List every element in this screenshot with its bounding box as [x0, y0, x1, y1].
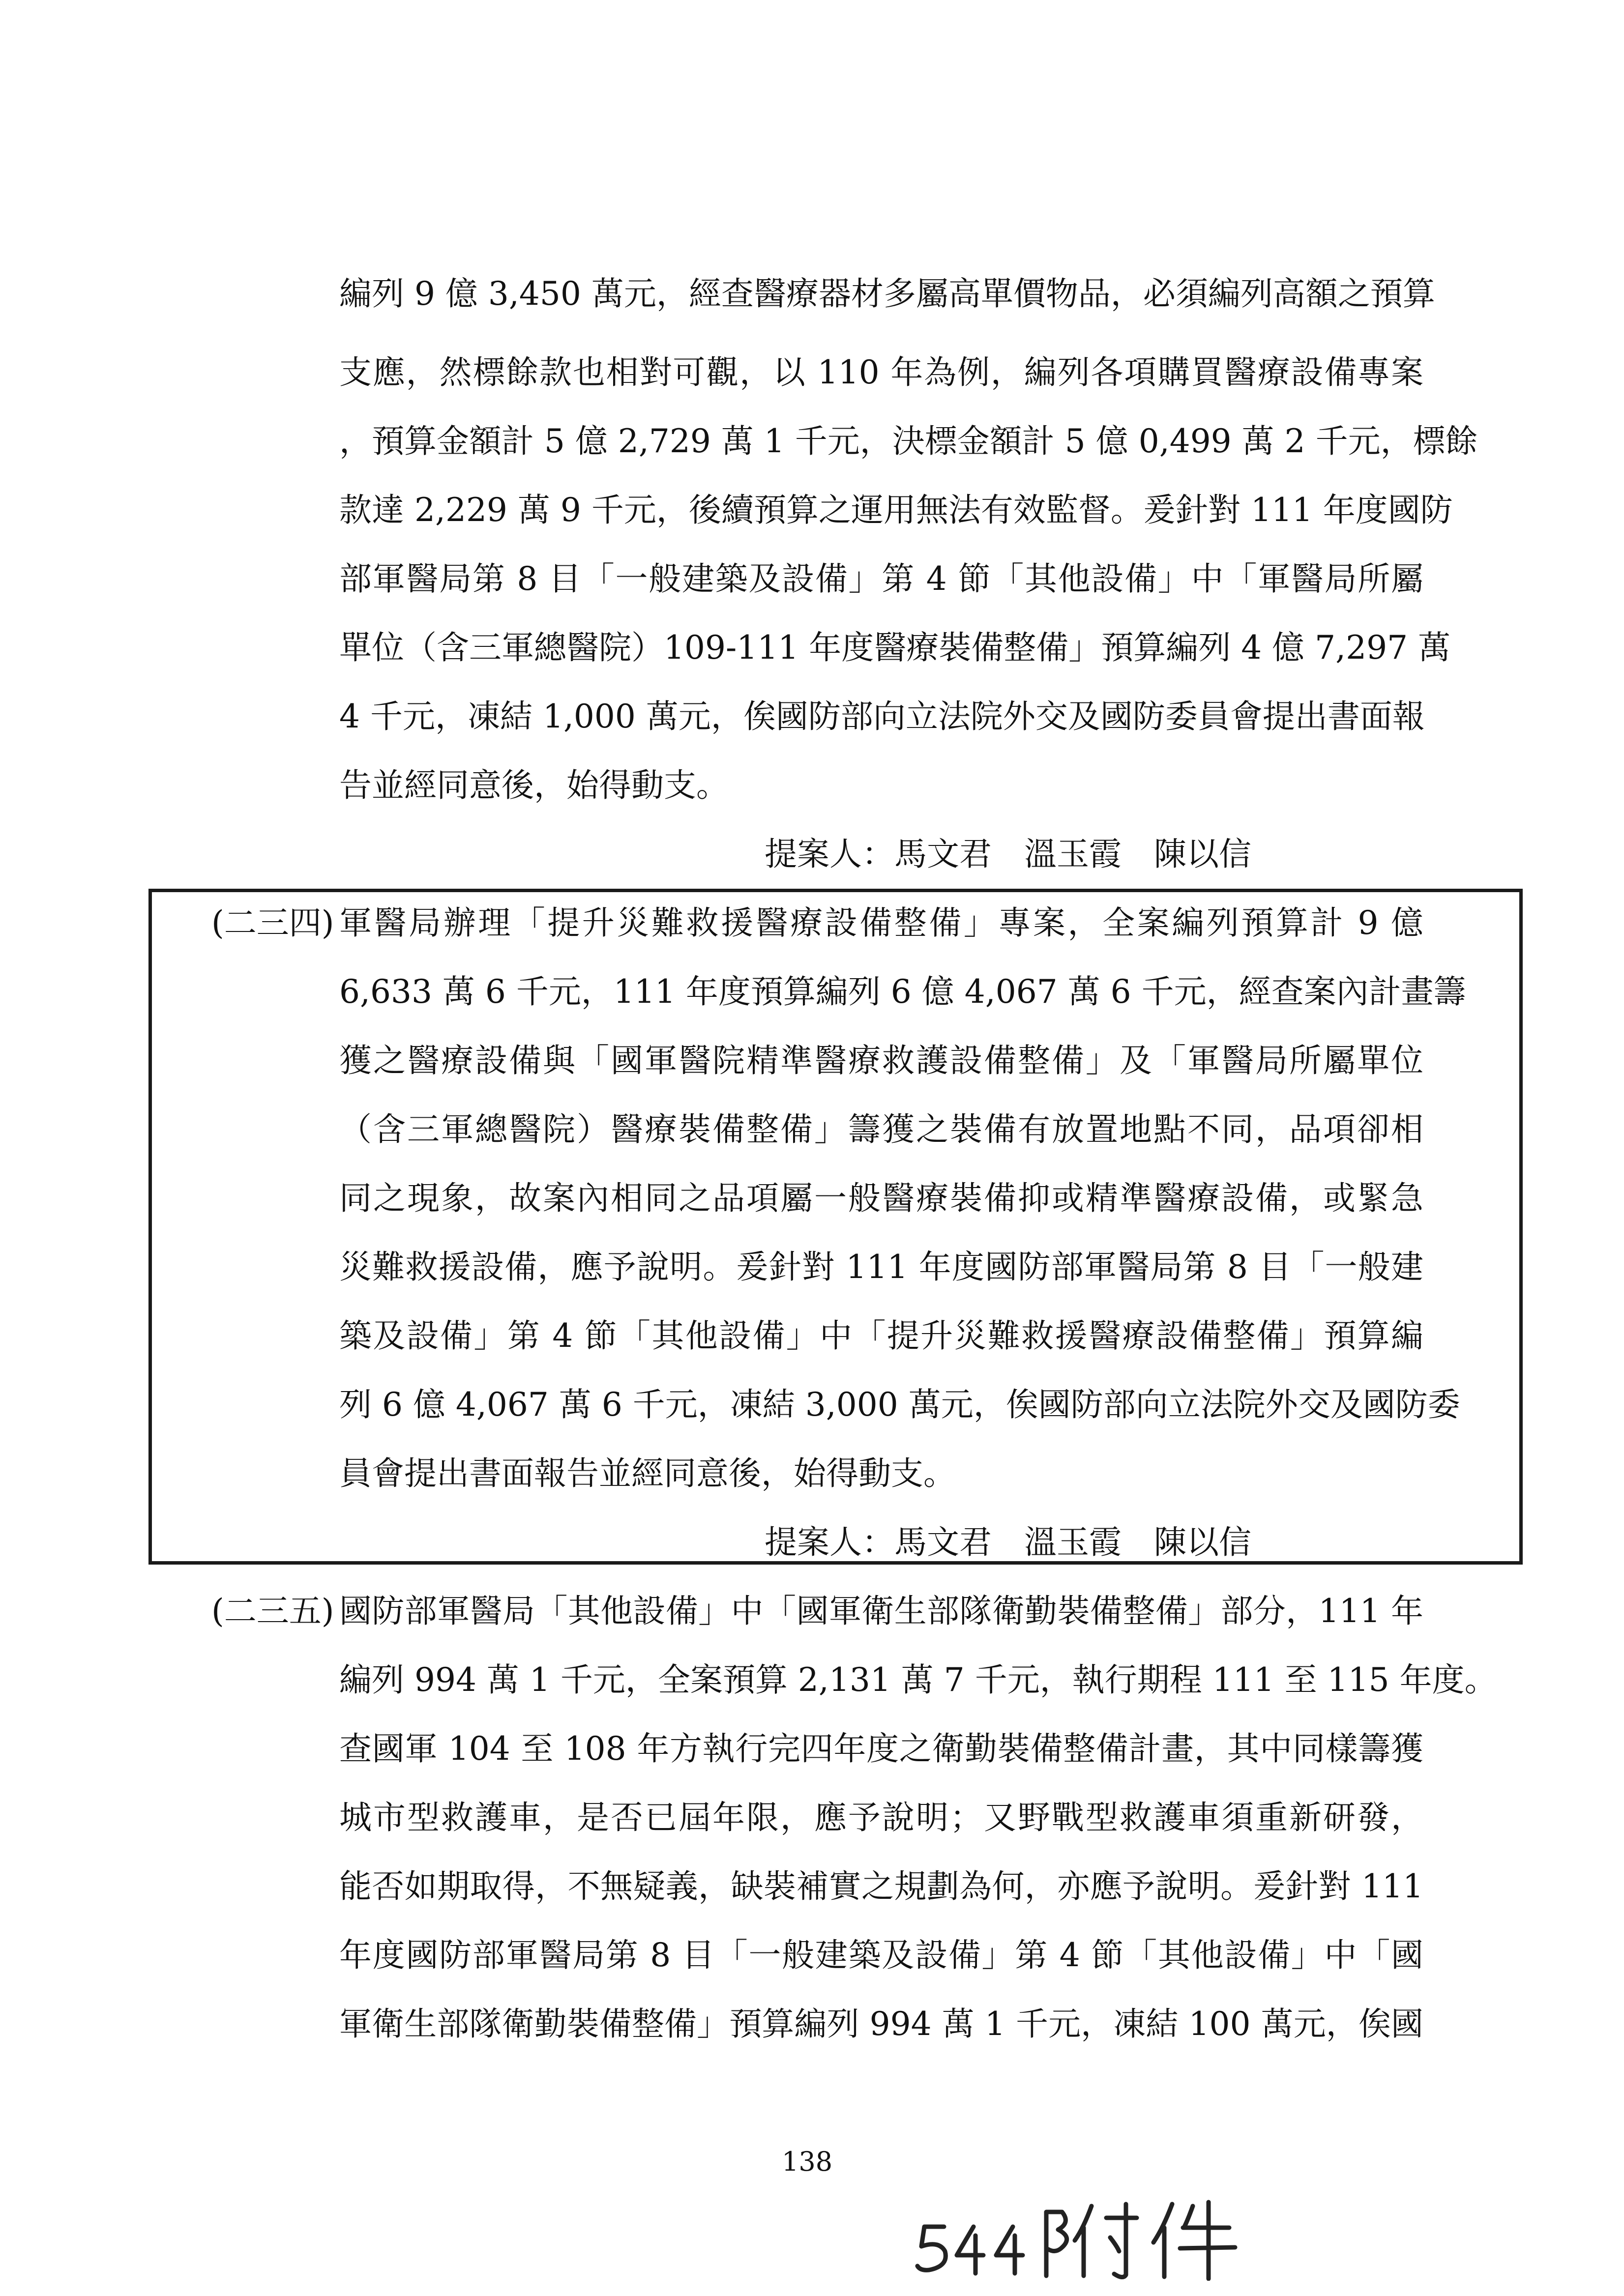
text-line: 單位（含三軍總醫院）109-111 年度醫療裝備整備」預算編列 4 億 7,297 萬 — [339, 629, 1451, 667]
text-line: 告並經同意後，始得動支。 — [339, 766, 729, 804]
text-line: （含三軍總醫院）醫療裝備整備」籌獲之裝備有放置地點不同，品項卻相 — [339, 1110, 1423, 1148]
text-line: 編列 9 億 3,450 萬元，經查醫療器材多屬高單價物品，必須編列高額之預算 — [339, 275, 1435, 313]
item-number: (二三四) — [211, 904, 334, 942]
text-line: 6,633 萬 6 千元，111 年度預算編列 6 億 4,067 萬 6 千元，經查案內計畫籌 — [339, 973, 1466, 1011]
text-line: 支應，然標餘款也相對可觀，以 110 年為例，編列各項購買醫療設備專案 — [339, 353, 1423, 391]
text-line: 築及設備」第 4 節「其他設備」中「提升災難救援醫療設備整備」預算編 — [339, 1317, 1423, 1355]
text-line: 城市型救護車，是否已屆年限，應予說明；又野戰型救護車須重新研發， — [339, 1799, 1423, 1836]
page-number: 138 — [782, 2146, 833, 2177]
text-line: 軍衛生部隊衛勤裝備整備」預算編列 994 萬 1 千元，凍結 100 萬元，俟國 — [339, 2005, 1423, 2043]
text-line: 員會提出書面報告並經同意後，始得動支。 — [339, 1454, 956, 1492]
proposer-line: 提案人：馬文君 溫玉霞 陳以信 — [765, 1523, 1251, 1561]
text-line: 部軍醫局第 8 目「一般建築及設備」第 4 節「其他設備」中「軍醫局所屬 — [339, 560, 1423, 598]
text-line: ，預算金額計 5 億 2,729 萬 1 千元，決標金額計 5 億 0,499 萬 2 千元，標餘 — [339, 422, 1478, 460]
text-line: 災難救援設備，應予說明。爰針對 111 年度國防部軍醫局第 8 目「一般建 — [339, 1248, 1423, 1286]
text-line: 同之現象，故案內相同之品項屬一般醫療裝備抑或精準醫療設備，或緊急 — [339, 1179, 1423, 1217]
text-line: 獲之醫療設備與「國軍醫院精準醫療救護設備整備」及「軍醫局所屬單位 — [339, 1042, 1423, 1079]
text-line: 4 千元，凍結 1,000 萬元，俟國防部向立法院外交及國防委員會提出書面報 — [339, 698, 1425, 735]
text-line: 軍醫局辦理「提升災難救援醫療設備整備」專案，全案編列預算計 9 億 — [339, 904, 1423, 942]
handwritten-annotation — [915, 2197, 1259, 2281]
text-line: 國防部軍醫局「其他設備」中「國軍衛生部隊衛勤裝備整備」部分，111 年 — [339, 1592, 1423, 1630]
text-line: 年度國防部軍醫局第 8 目「一般建築及設備」第 4 節「其他設備」中「國 — [339, 1936, 1423, 1974]
text-line: 列 6 億 4,067 萬 6 千元，凍結 3,000 萬元，俟國防部向立法院外交及國防委 — [339, 1386, 1460, 1424]
text-line: 款達 2,229 萬 9 千元，後續預算之運用無法有效監督。爰針對 111 年度國防 — [339, 491, 1453, 529]
text-line: 編列 994 萬 1 千元，全案預算 2,131 萬 7 千元，執行期程 111 至 115 年度。 — [339, 1661, 1497, 1699]
text-line: 查國軍 104 至 108 年方執行完四年度之衛勤裝備整備計畫，其中同樣籌獲 — [339, 1730, 1423, 1768]
text-line: 能否如期取得，不無疑義，缺裝補實之規劃為何，亦應予說明。爰針對 111 — [339, 1867, 1423, 1905]
proposer-line: 提案人：馬文君 溫玉霞 陳以信 — [765, 835, 1251, 873]
item-number: (二三五) — [211, 1592, 334, 1630]
